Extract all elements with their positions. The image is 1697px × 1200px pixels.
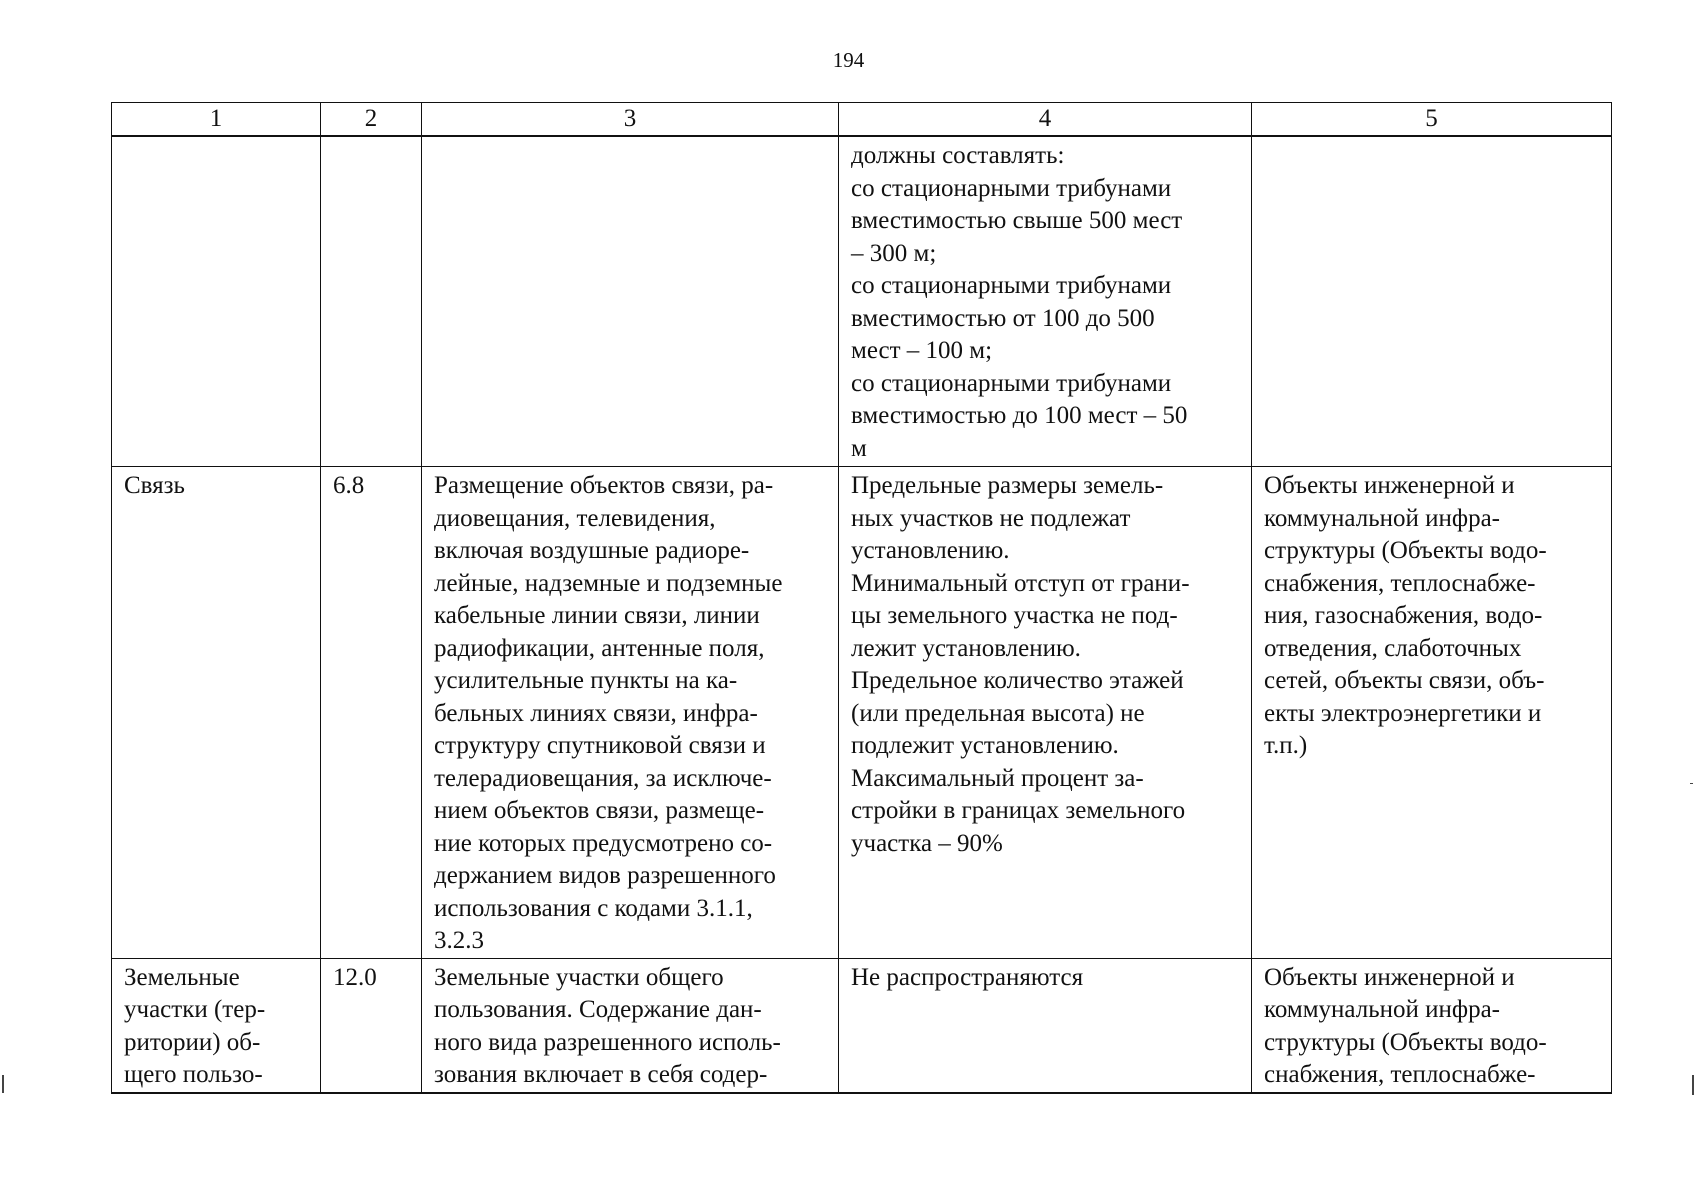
cell-text-line: Минимальный отступ от грани-: [851, 569, 1190, 597]
cell-text-line: отведения, слаботочных: [1264, 634, 1522, 662]
cell-text-line: ного вида разрешенного исполь-: [434, 1028, 781, 1056]
cell-text-line: 3.2.3: [434, 927, 484, 954]
cell-text-line: Объекты инженерной и: [1264, 472, 1515, 499]
parameters-cell: [839, 958, 1252, 1093]
cell-text-line: вместимостью до 100 мест – 50: [851, 402, 1188, 429]
cell-text-line: ритории) об-: [124, 1028, 261, 1056]
code-cell: [321, 467, 422, 959]
cell-text-line: Размещение объектов связи, ра-: [434, 472, 774, 499]
code-cell: [321, 136, 422, 467]
table-row-continuation: [112, 136, 1612, 467]
scan-artifact: [2, 1075, 4, 1093]
cell-text-line: участка – 90%: [851, 829, 1003, 857]
cell-text-line: мест – 100 м;: [851, 337, 993, 364]
cell-text-line: Не распространяются: [851, 963, 1084, 991]
description-cell: [422, 136, 839, 467]
cell-text-line: подлежит установлению.: [851, 732, 1119, 759]
cell-text-line: со стационарными трибунами: [851, 272, 1172, 299]
cell-text-line: 12.0: [333, 963, 377, 991]
auxiliary-cell: [1252, 467, 1612, 959]
auxiliary-cell: [1252, 958, 1612, 1093]
cell-text-line: вместимостью от 100 до 500: [851, 304, 1155, 332]
cell-text-line: ных участков не подлежат: [851, 504, 1131, 532]
cell-text-line: нием объектов связи, размеще-: [434, 797, 765, 824]
cell-text-line: держанием видов разрешенного: [434, 862, 776, 889]
cell-text-line: диовещания, телевидения,: [434, 504, 716, 532]
cell-text-line: бельных линиях связи, инфра-: [434, 699, 758, 727]
cell-text-line: 6.8: [333, 472, 365, 499]
column-header-2: 2: [321, 103, 422, 137]
cell-text-line: коммунальной инфра-: [1264, 996, 1500, 1023]
cell-text-line: Предельные размеры земель-: [851, 472, 1164, 499]
scan-artifact: [1690, 783, 1693, 784]
parameters-cell: [839, 467, 1252, 959]
cell-text-line: Земельные: [124, 963, 240, 991]
cell-text-line: снабжения, теплоснабже-: [1264, 569, 1536, 597]
description-cell: [422, 467, 839, 959]
cell-text-line: телерадиовещания, за исключе-: [434, 764, 772, 792]
cell-text-line: коммунальной инфра-: [1264, 504, 1500, 532]
cell-text-line: со стационарными трибунами: [851, 174, 1172, 202]
description-cell: [422, 958, 839, 1093]
cell-text-line: Максимальный процент за-: [851, 764, 1144, 792]
cell-text-line: т.п.): [1264, 732, 1308, 759]
cell-text-line: должны составлять:: [851, 142, 1065, 169]
cell-text-line: включая воздушные радиоре-: [434, 537, 750, 564]
column-header-3: 3: [422, 103, 839, 137]
cell-text-line: усилительные пункты на ка-: [434, 667, 738, 694]
table-row-svyaz: [112, 467, 1612, 959]
code-cell: [321, 958, 422, 1093]
name-cell: [112, 467, 321, 959]
cell-text-line: м: [851, 434, 867, 462]
cell-text-line: со стационарными трибунами: [851, 369, 1172, 397]
header-row: [112, 103, 1612, 137]
name-cell: [112, 136, 321, 467]
cell-text-line: снабжения, теплоснабже-: [1264, 1061, 1536, 1088]
cell-text-line: сетей, объекты связи, объ-: [1264, 667, 1545, 694]
cell-text-line: кабельные линии связи, линии: [434, 602, 760, 629]
land-use-table: [111, 102, 1612, 1094]
cell-text-line: структуры (Объекты водо-: [1264, 537, 1547, 564]
cell-text-line: – 300 м;: [851, 239, 937, 267]
auxiliary-cell: [1252, 136, 1612, 467]
cell-text-line: Предельное количество этажей: [851, 667, 1184, 694]
cell-text-line: вместимостью свыше 500 мест: [851, 207, 1183, 234]
cell-text-line: ние которых предусмотрено со-: [434, 829, 773, 857]
cell-text-line: радиофикации, антенные поля,: [434, 634, 765, 662]
cell-text-line: екты электроэнергетики и: [1264, 699, 1542, 727]
cell-text-line: структуры (Объекты водо-: [1264, 1028, 1547, 1056]
column-header-1: 1: [112, 103, 321, 137]
cell-text-line: Связь: [124, 472, 185, 499]
cell-text-line: установлению.: [851, 537, 1010, 564]
cell-text-line: зования включает в себя содер-: [434, 1061, 768, 1088]
table-row-public-land: [112, 958, 1612, 1093]
cell-text-line: пользования. Содержание дан-: [434, 996, 762, 1023]
name-cell: [112, 958, 321, 1093]
cell-text-line: лежит установлению.: [851, 634, 1081, 662]
column-header-5: 5: [1252, 103, 1612, 137]
column-header-4: 4: [839, 103, 1252, 137]
cell-text-line: (или предельная высота) не: [851, 699, 1145, 727]
cell-text-line: щего пользо-: [124, 1061, 263, 1088]
cell-text-line: лейные, надземные и подземные: [434, 569, 783, 597]
cell-text-line: участки (тер-: [124, 996, 266, 1023]
page-number: 194: [832, 48, 865, 72]
cell-text-line: стройки в границах земельного: [851, 797, 1186, 824]
cell-text-line: структуру спутниковой связи и: [434, 732, 766, 759]
parameters-cell: [839, 136, 1252, 467]
cell-text-line: использования с кодами 3.1.1,: [434, 894, 753, 922]
cell-text-line: Земельные участки общего: [434, 963, 724, 991]
scan-artifact: [1692, 1075, 1694, 1095]
cell-text-line: цы земельного участка не под-: [851, 602, 1178, 629]
cell-text-line: Объекты инженерной и: [1264, 963, 1515, 991]
cell-text-line: ния, газоснабжения, водо-: [1264, 602, 1543, 629]
